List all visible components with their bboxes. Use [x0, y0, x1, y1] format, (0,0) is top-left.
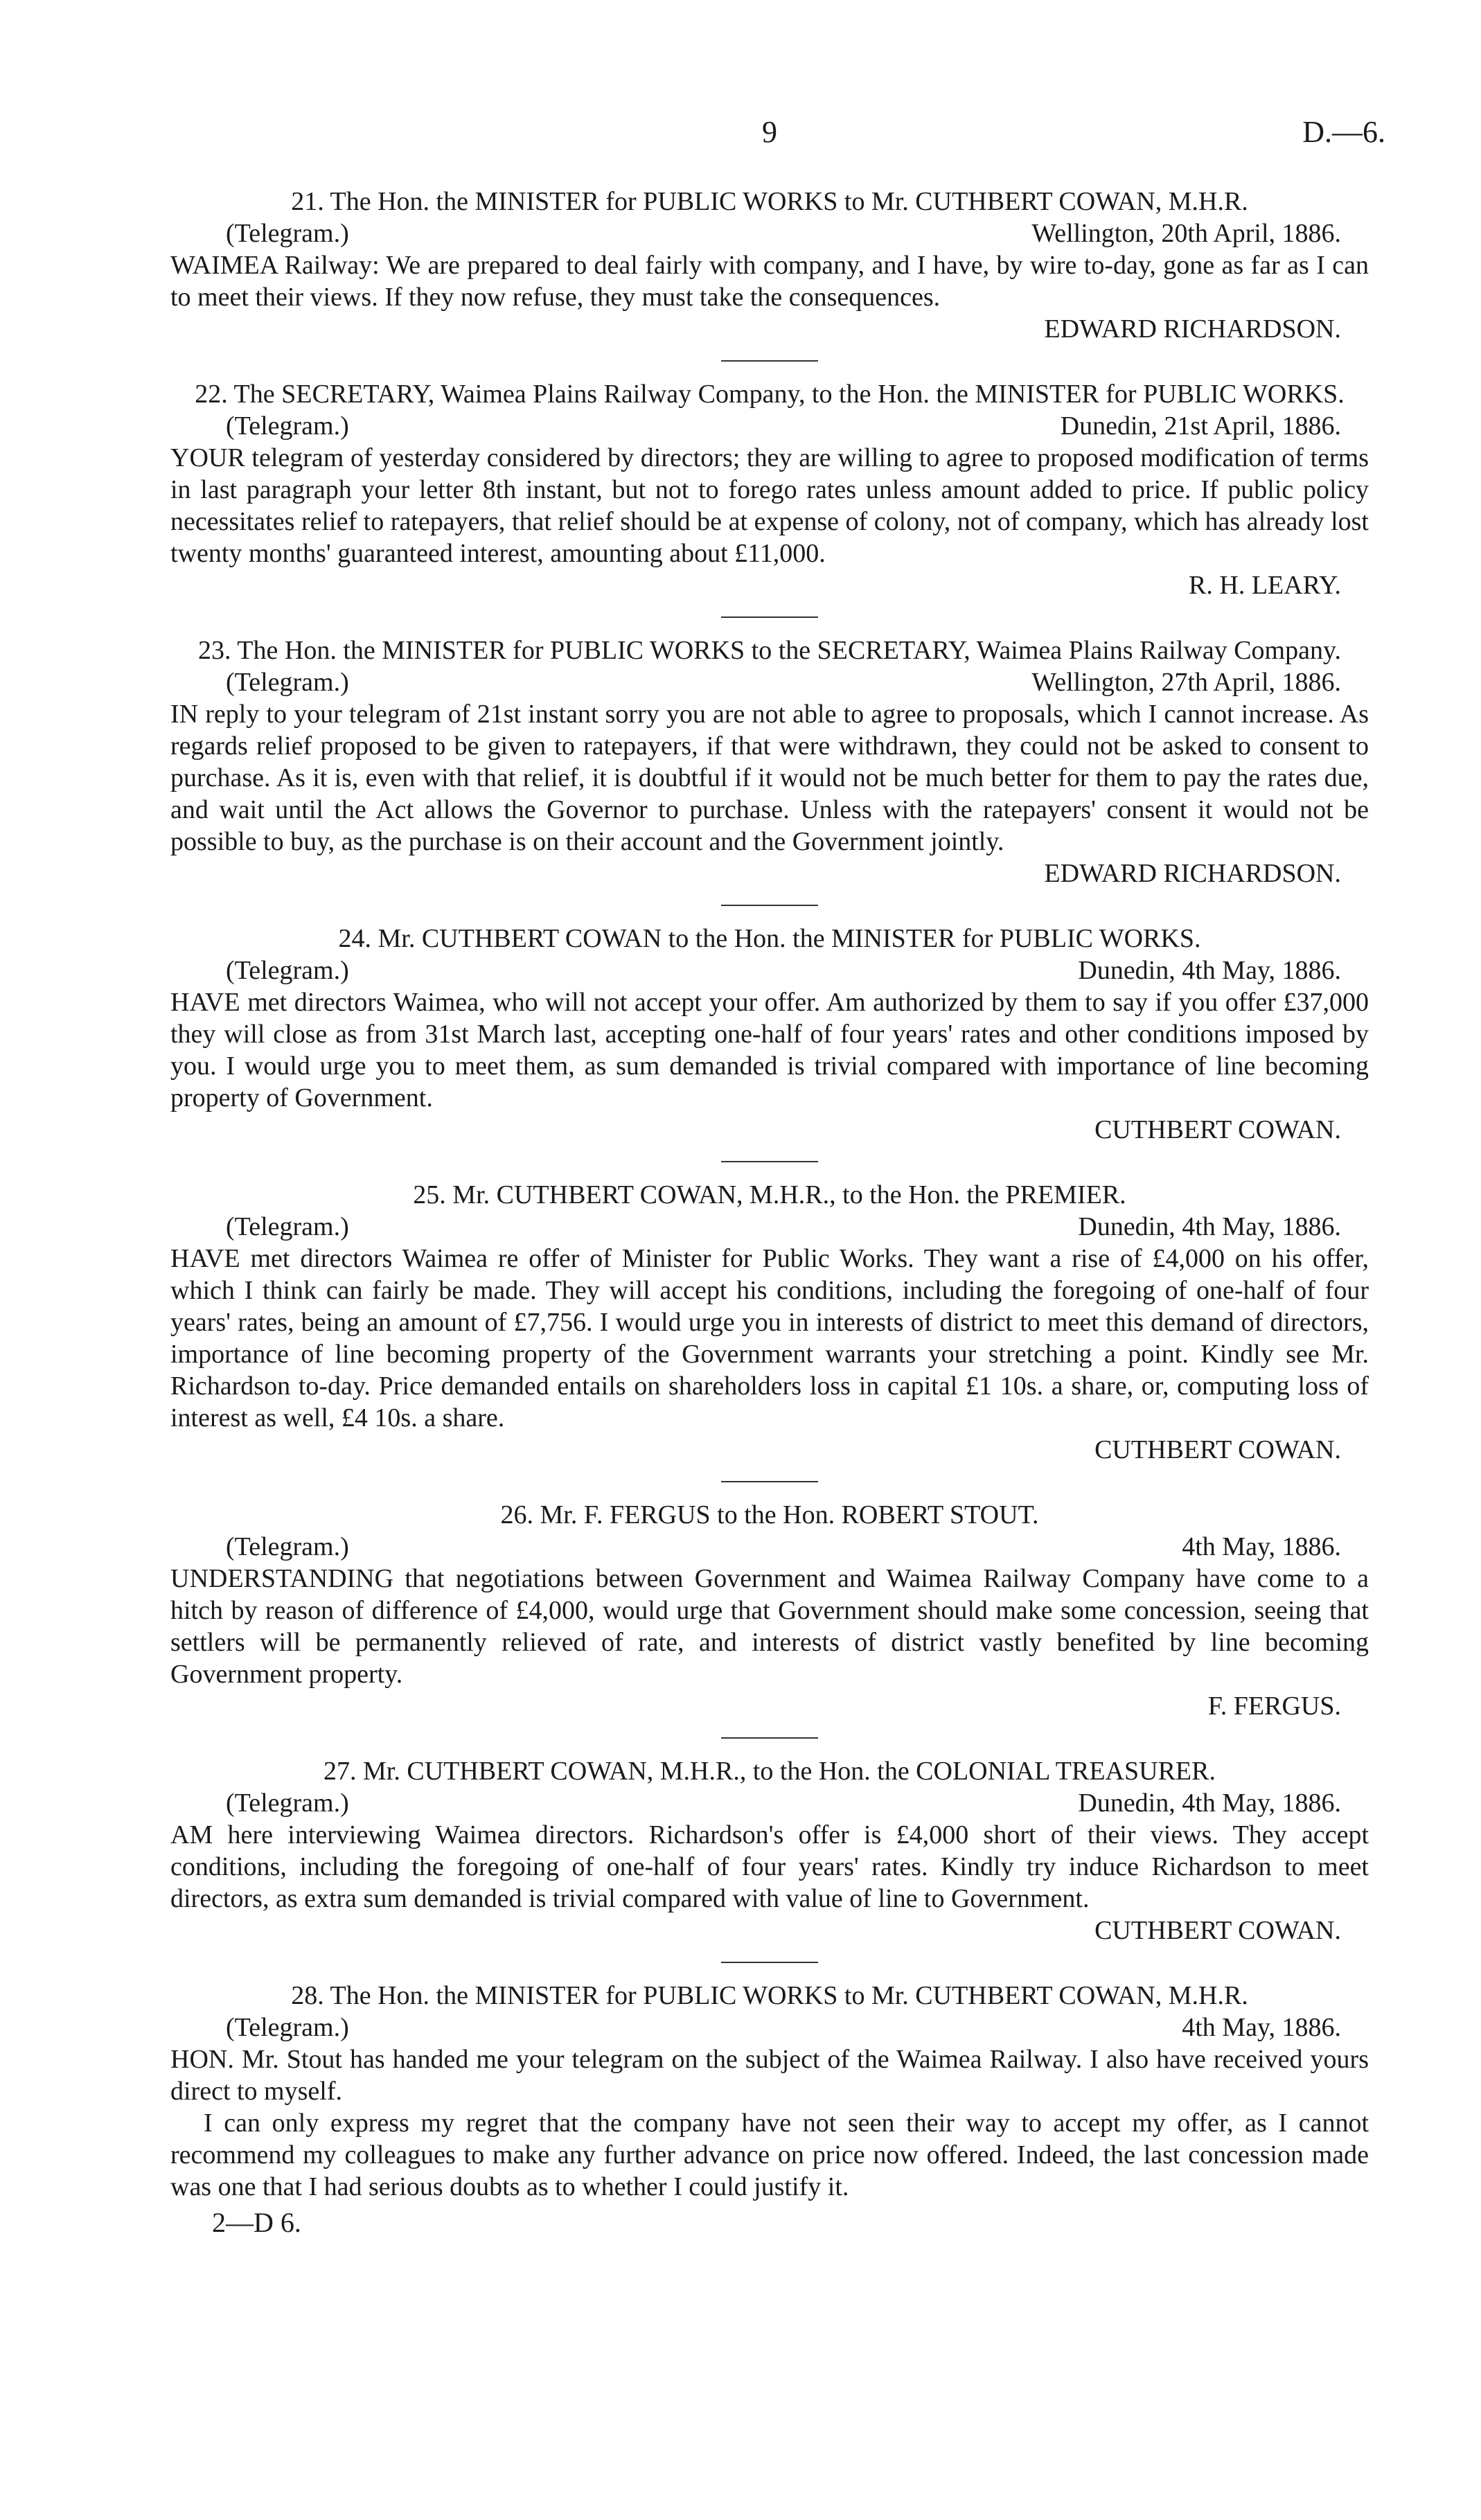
letter-body: I can only express my regret that the company have not seen their way to accept my offer, as I cannot recommend my colleagues to make any further advance on price now offered. Indeed, the last concession made was one that I had serious doubts as to whether I could justify it. — [170, 2109, 1369, 2201]
signature: CUTHBERT COWAN. — [1094, 1115, 1341, 1144]
letter-heading: 24. Mr. CUTHBERT COWAN to the Hon. the MINISTER for PUBLIC WORKS. — [338, 924, 1201, 953]
letter-heading: 21. The Hon. the MINISTER for PUBLIC WORKS to Mr. CUTHBERT COWAN, M.H.R. — [291, 187, 1248, 216]
letter-body: IN reply to your telegram of 21st instant sorry you are not able to agree to proposals, which I cannot increase. As regards relief proposed to be given to ratepayers, if that were withdrawn, they could not be asked to consent to purchase. As it is, even with that relief, it is doubtful if it would not be much better for them to pay the rates due, and wait until the Act allows the Governor to purchase. Unless with the ratepayers' consent it would not be possible to buy, as the purchase is on their account and the Government jointly. — [170, 700, 1369, 856]
place-date: Wellington, 20th April, 1886. — [1031, 219, 1341, 248]
letter-heading: 28. The Hon. the MINISTER for PUBLIC WORKS to Mr. CUTHBERT COWAN, M.H.R. — [291, 1981, 1248, 2010]
place-date: Wellington, 27th April, 1886. — [1031, 668, 1341, 697]
letter-24 — [170, 923, 1369, 1146]
telegram-line — [170, 218, 1369, 249]
telegram-label: (Telegram.) — [226, 1789, 349, 1818]
letter-heading: 23. The Hon. the MINISTER for PUBLIC WORKS to the SECRETARY, Waimea Plains Railway Company. — [197, 636, 1341, 665]
place-date: Dunedin, 4th May, 1886. — [1078, 1212, 1341, 1241]
telegram-label: (Telegram.) — [226, 411, 349, 441]
telegram-line — [170, 1211, 1369, 1243]
section-divider — [721, 1737, 818, 1739]
section-divider — [721, 905, 818, 906]
letter-body: WAIMEA Railway: We are prepared to deal fairly with company, and I have, by wire to-day, gone as far as I can to meet their views. If they now refuse, they must take the consequences. — [170, 251, 1369, 312]
document-reference: D.—6. — [1302, 115, 1385, 149]
signature: F. FERGUS. — [1207, 1692, 1341, 1721]
telegram-label: (Telegram.) — [226, 219, 349, 248]
signature: EDWARD RICHARDSON. — [1044, 314, 1341, 344]
section-divider — [721, 360, 818, 362]
telegram-label: (Telegram.) — [226, 2013, 349, 2042]
sheet-reference: 2—D 6. — [212, 2207, 301, 2238]
section-divider — [721, 1962, 818, 1963]
page-number: 9 — [762, 115, 777, 149]
section-divider — [721, 616, 818, 618]
telegram-line — [170, 1531, 1369, 1563]
letter-body: UNDERSTANDING that negotiations between Government and Waimea Railway Company have come to a hitch by reason of difference of £4,000, would urge that Government should make some concession, seeing that settlers will be permanently relieved of rate, and interests of district vastly benefited by line becoming Government property. — [170, 1564, 1369, 1689]
telegram-line — [170, 2012, 1369, 2043]
telegram-line — [170, 1787, 1369, 1819]
signature: CUTHBERT COWAN. — [1094, 1435, 1341, 1464]
signature: R. H. LEARY. — [1189, 571, 1341, 600]
letter-26 — [170, 1499, 1369, 1722]
letter-28 — [170, 1980, 1369, 2203]
letter-25 — [170, 1179, 1369, 1466]
telegram-label: (Telegram.) — [226, 956, 349, 985]
telegram-line — [170, 410, 1369, 442]
letter-27 — [170, 1755, 1369, 1946]
letter-heading: 22. The SECRETARY, Waimea Plains Railway Company, to the Hon. the MINISTER for PUBLIC WORKS. — [195, 380, 1345, 409]
telegram-line — [170, 666, 1369, 698]
telegram-label: (Telegram.) — [226, 1532, 349, 1561]
letter-body: AM here interviewing Waimea directors. Richardson's offer is £4,000 short of their views. They accept conditions, including the foregoing of one-half of four years' rates. Kindly try induce Richardson to meet directors, as extra sum demanded is trivial compared with value of line to Government. — [170, 1820, 1369, 1913]
section-divider — [721, 1161, 818, 1162]
telegram-line — [170, 955, 1369, 986]
section-divider — [721, 1481, 818, 1482]
letter-22 — [170, 378, 1369, 601]
place-date: Dunedin, 4th May, 1886. — [1078, 956, 1341, 985]
signature: EDWARD RICHARDSON. — [1044, 859, 1341, 888]
letter-body: HAVE met directors Waimea re offer of Minister for Public Works. They want a rise of £4,000 on his offer, which I think can fairly be made. They will accept his conditions, including the foregoing of one-half of four years' rates, being an amount of £7,756. I would urge you in interests of district to meet this demand of directors, importance of line becoming property of the Government warrants your stretching a point. Kindly see Mr. Richardson to-day. Price demanded entails on shareholders loss in capital £1 10s. a share, or, computing loss of interest as well, £4 10s. a share. — [170, 1244, 1369, 1432]
letter-body: HAVE met directors Waimea, who will not accept your offer. Am authorized by them to say if you offer £37,000 they will close as from 31st March last, accepting one-half of four years' rates and other conditions imposed by you. I would urge you to meet them, as sum demanded is trivial compared with importance of line becoming property of Government. — [170, 988, 1369, 1112]
letter-heading: 25. Mr. CUTHBERT COWAN, M.H.R., to the Hon. the PREMIER. — [413, 1180, 1126, 1209]
letter-heading: 27. Mr. CUTHBERT COWAN, M.H.R., to the Hon. the COLONIAL TREASURER. — [323, 1757, 1216, 1786]
place-date: 4th May, 1886. — [1182, 1532, 1341, 1561]
letter-body: HON. Mr. Stout has handed me your telegram on the subject of the Waimea Railway. I also have received yours direct to myself. — [170, 2045, 1369, 2106]
place-date: Dunedin, 21st April, 1886. — [1060, 411, 1341, 441]
telegram-label: (Telegram.) — [226, 1212, 349, 1241]
letter-heading: 26. Mr. F. FERGUS to the Hon. ROBERT STOUT. — [500, 1500, 1039, 1529]
letter-21 — [170, 186, 1369, 345]
document-body — [170, 186, 1369, 2239]
page-header — [0, 116, 1481, 158]
place-date: 4th May, 1886. — [1182, 2013, 1341, 2042]
telegram-label: (Telegram.) — [226, 668, 349, 697]
letter-23 — [170, 635, 1369, 889]
letter-body: YOUR telegram of yesterday considered by directors; they are willing to agree to proposed modification of terms in last paragraph your letter 8th instant, but not to forego rates unless amount added to price. If public policy necessitates relief to ratepayers, that relief should be at expense of colony, not of company, which has already lost twenty months' guaranteed interest, amounting about £11,000. — [170, 443, 1369, 568]
signature: CUTHBERT COWAN. — [1094, 1916, 1341, 1945]
place-date: Dunedin, 4th May, 1886. — [1078, 1789, 1341, 1818]
